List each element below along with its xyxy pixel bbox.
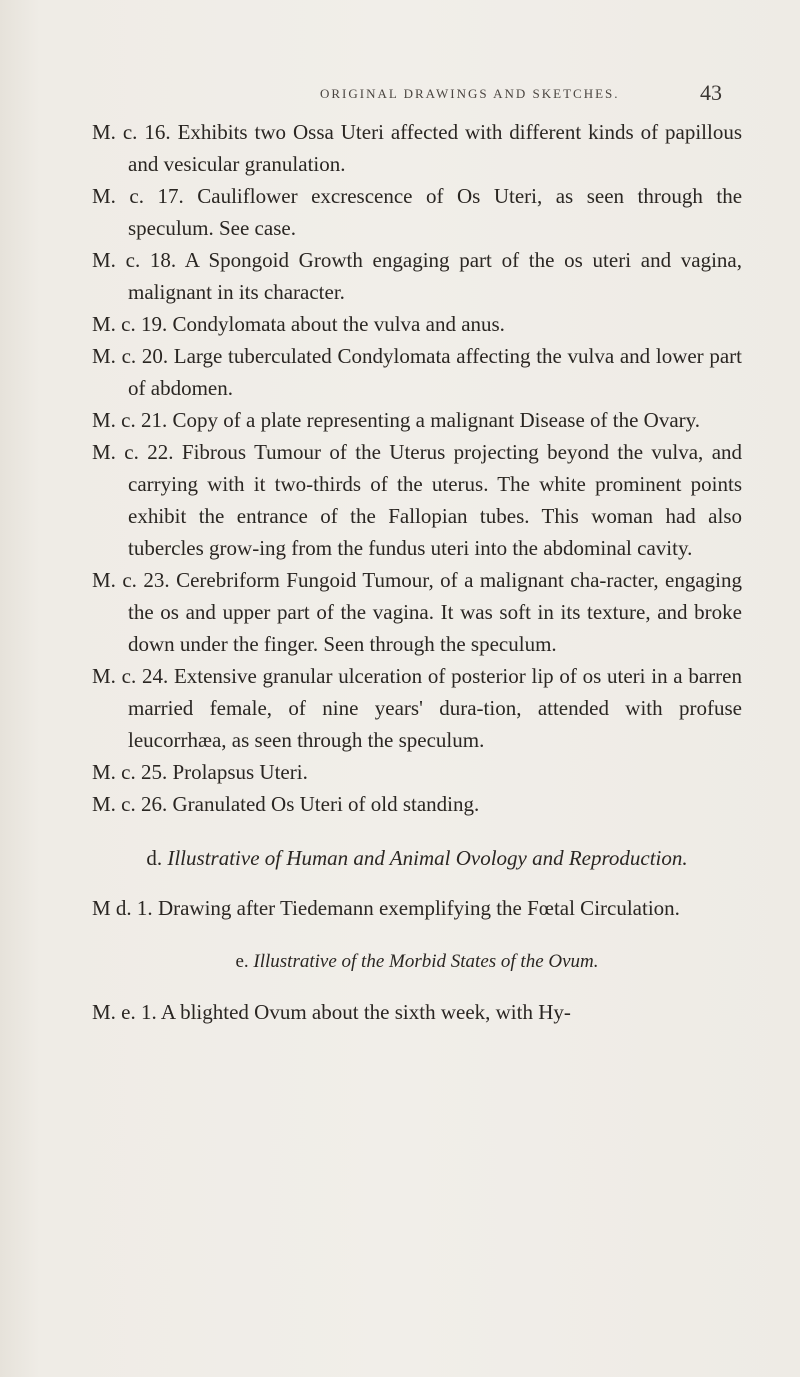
entry-m-c-20: [92, 340, 742, 404]
entry-ref: M. c. 22.: [92, 440, 174, 464]
entry-ref: M. c. 16.: [92, 120, 171, 144]
section-heading: Illustrative of the Morbid States of the Ovum.: [253, 951, 599, 972]
entry-text: Large tuberculated Condylomata affecting the vulva and lower part of abdomen.: [128, 344, 742, 400]
section-letter: e.: [235, 951, 249, 972]
entry-m-c-21: [92, 404, 742, 436]
entry-ref: M. c. 17.: [92, 184, 184, 208]
entry-m-c-18: [92, 244, 742, 308]
entry-ref: M. c. 23.: [92, 568, 170, 592]
entry-text: Cauliflower excrescence of Os Uteri, as seen through the speculum. See case.: [128, 184, 743, 240]
entry-m-c-25: [92, 756, 742, 788]
entry-ref: M. c. 26.: [92, 792, 168, 816]
entry-ref: M. c. 25.: [92, 760, 168, 784]
section-heading: Illustrative of Human and Animal Ovology and Reproduction.: [167, 846, 688, 870]
entry-ref: M. c. 24.: [92, 664, 169, 688]
entry-ref: M. c. 19.: [92, 312, 168, 336]
entry-ref: M. c. 21.: [92, 408, 168, 432]
entry-text: A blighted Ovum about the sixth week, with Hy-: [160, 1000, 571, 1024]
entry-text: Prolapsus Uteri.: [172, 760, 308, 784]
entry-ref: M. c. 20.: [92, 344, 169, 368]
entry-ref: M d. 1.: [92, 896, 153, 920]
entry-m-c-23: [92, 564, 742, 660]
entry-m-c-24: [92, 660, 742, 756]
entry-text: Fibrous Tumour of the Uterus projecting beyond the vulva, and carrying with it two-thirds of the uterus. The white prominent points exhibit the entrance of the Fallopian tubes. This woman had also tubercles grow-ing from the fundus uteri into the abdominal cavity.: [128, 440, 743, 560]
catalogue-entries: [92, 116, 742, 1028]
entry-text: Condylomata about the vulva and anus.: [172, 312, 505, 336]
section-title-d: [92, 842, 742, 874]
entry-m-c-26: [92, 788, 742, 820]
entry-m-c-22: [92, 436, 742, 564]
entry-text: Copy of a plate representing a malignant Disease of the Ovary.: [172, 408, 701, 432]
section-letter: d.: [146, 846, 163, 870]
entry-text: Granulated Os Uteri of old standing.: [172, 792, 480, 816]
entry-m-c-17: [92, 180, 742, 244]
entry-text: Cerebriform Fungoid Tumour, of a malignant cha-racter, engaging the os and upper part of the vagina. It was soft in its texture, and broke down under the finger. Seen through the speculum.: [128, 568, 742, 656]
entry-text: Extensive granular ulceration of posterior lip of os uteri in a barren married female, of nine years' dura-tion, attended with profuse leucorrhæa, as seen through the speculum.: [128, 664, 742, 752]
entry-text: Drawing after Tiedemann exemplifying the Fœtal Circulation.: [157, 896, 680, 920]
entry-m-e-1: [92, 996, 742, 1028]
entry-ref: M. c. 18.: [92, 248, 177, 272]
entry-m-c-19: [92, 308, 742, 340]
entry-m-d-1: [92, 892, 742, 924]
section-title-e: [92, 946, 742, 978]
entry-text: Exhibits two Ossa Uteri affected with different kinds of papillous and vesicular granulation.: [128, 120, 743, 176]
entry-m-c-16: [92, 116, 742, 180]
entry-text: A Spongoid Growth engaging part of the os uteri and vagina, malignant in its character.: [128, 248, 743, 304]
running-header: ORIGINAL DRAWINGS AND SKETCHES.: [320, 86, 620, 101]
entry-ref: M. e. 1.: [92, 1000, 157, 1024]
page-number: 43: [700, 80, 722, 105]
